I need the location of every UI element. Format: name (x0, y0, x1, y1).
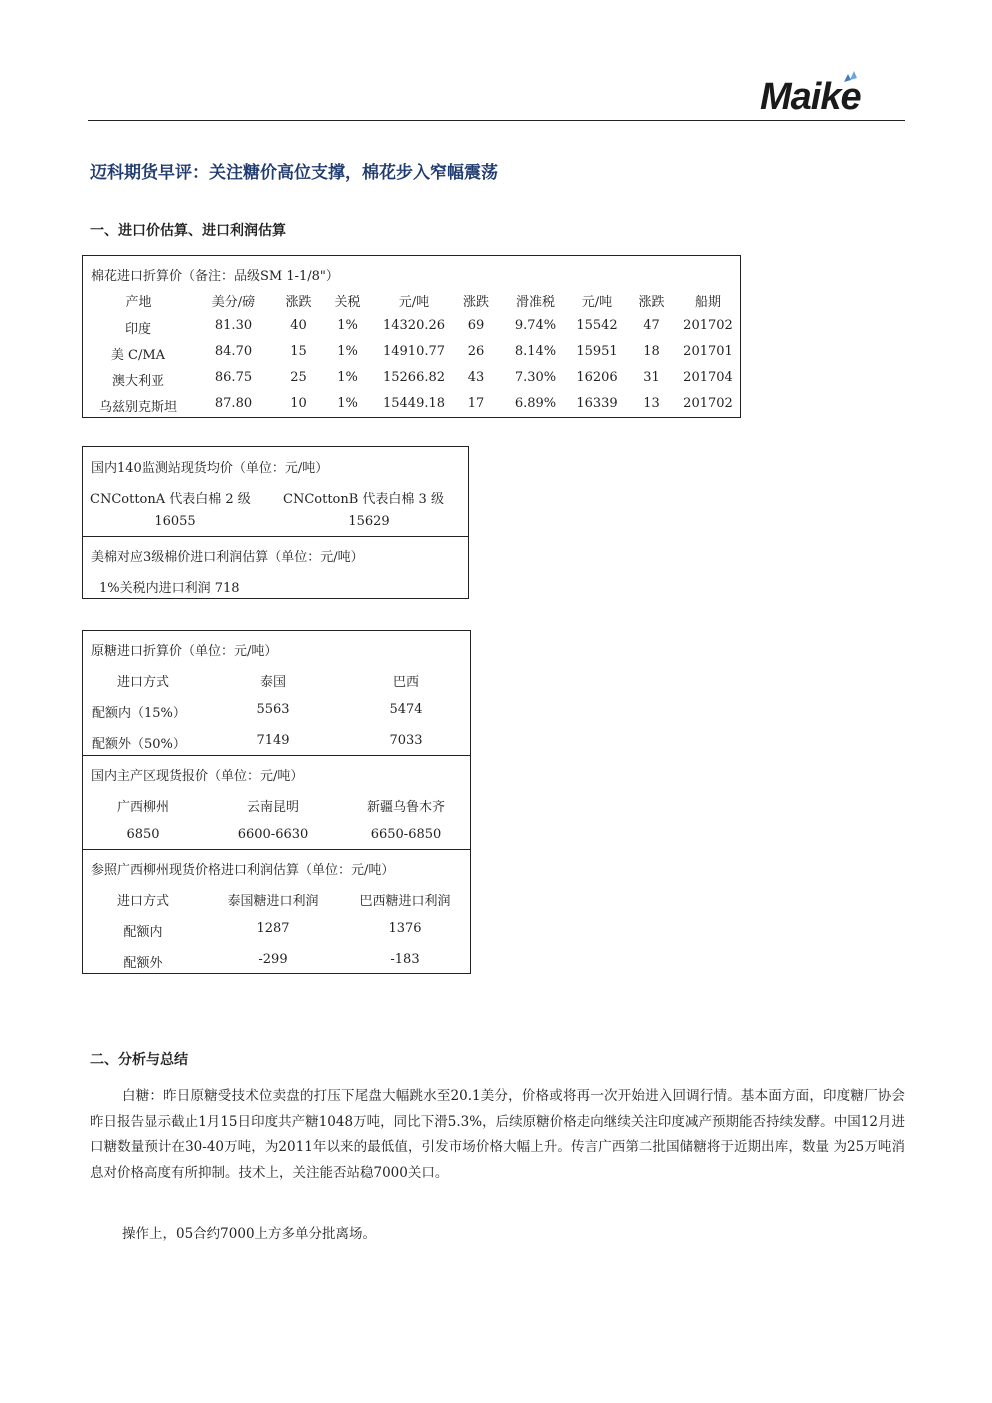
table-cell: 15951 (576, 344, 618, 359)
table-header: 船期 (694, 295, 721, 310)
table-cell: 81.30 (214, 318, 253, 333)
table-cell: 8.14% (514, 344, 557, 359)
table-cell: 1% (337, 370, 358, 385)
table-cell: 5474 (389, 702, 423, 717)
table-cell: 1% (337, 318, 358, 333)
table-divider (83, 536, 468, 537)
table-cell: 16339 (576, 396, 618, 411)
table-header: 美分/磅 (211, 295, 256, 310)
table-cell: 6850 (126, 827, 160, 842)
table-cell: 201701 (683, 344, 733, 359)
page-title: 迈科期货早评：关注糖价高位支撑，棉花步入窄幅震荡 (90, 163, 498, 183)
table-header: 巴西糖进口利润 (359, 894, 451, 909)
table-header: 巴西 (392, 675, 419, 690)
logo-text: Maike (760, 76, 861, 118)
cncotton-b-label: CNCottonB 代表白棉 3 级 (283, 492, 444, 507)
table-header: 产地 (125, 295, 152, 310)
table-divider (83, 849, 470, 850)
table-cell: 13 (643, 396, 660, 411)
table-cell: -183 (390, 952, 420, 967)
table-header: 进口方式 (116, 894, 169, 909)
table-header: 进口方式 (116, 675, 169, 690)
table-cell: 69 (467, 318, 485, 333)
table-cell: 1% (337, 396, 358, 411)
table-cell: -299 (258, 952, 288, 967)
table-header: 滑准税 (515, 295, 555, 310)
table-cell: 乌兹别克斯坦 (98, 400, 177, 415)
table-header: 云南昆明 (246, 800, 299, 815)
cncotton-a-label: CNCottonA 代表白棉 2 级 (90, 492, 251, 507)
table-cell: 14320.26 (382, 318, 446, 333)
header-rule (88, 120, 905, 121)
table-header: 元/吨 (581, 295, 613, 310)
table-cell: 15 (290, 344, 307, 359)
table-cell: 15266.82 (382, 370, 446, 385)
table-cell: 配额内（15%） (92, 706, 186, 721)
table-cell: 47 (643, 318, 660, 333)
cncotton-a-value: 16055 (154, 514, 196, 529)
table-cell: 6.89% (514, 396, 557, 411)
analysis-paragraph: 白糖：昨日原糖受技术位卖盘的打压下尾盘大幅跳水至20.1美分，价格或将再一次开始进入回调行情。基本面方面，印度糖厂协会昨日报告显示截止1月15日印度共产糖1048万吨，同比下滑5.3%，后续原糖价格走向继续关注印度减产预期能否持续发酵。中国12月进口糖数量预计在30-40万吨，为2011年以来的最低值，引发市场价格大幅上升。传言广西第二批国储糖将于近期出库，数量 为25万吨消息对价格高度有所抑制。技术上，关注能否站稳7000关口。 (90, 1088, 905, 1181)
table-cell: 印度 (124, 322, 151, 337)
table-header: 泰国糖进口利润 (227, 894, 319, 909)
table-cell: 7033 (389, 733, 423, 748)
cotton-profit-text: 1%关税内进口利润 718 (99, 581, 240, 596)
table-cell: 43 (467, 370, 485, 385)
cotton-import-table (82, 255, 741, 418)
maike-logo (760, 70, 900, 120)
domestic-cotton-caption: 国内140监测站现货均价（单位：元/吨） (91, 461, 329, 476)
table-cell: 16206 (576, 370, 618, 385)
table-cell: 84.70 (214, 344, 253, 359)
sugar-import-table (82, 630, 471, 974)
table-header: 泰国 (259, 675, 286, 690)
table-cell: 澳大利亚 (111, 374, 164, 389)
table-cell: 18 (643, 344, 660, 359)
table-header: 涨跌 (285, 295, 312, 310)
table-header: 广西柳州 (116, 800, 169, 815)
table-cell: 6650-6850 (370, 827, 442, 842)
section1-heading: 一、进口价估算、进口利润估算 (90, 223, 286, 239)
sugar-import-caption: 原糖进口折算价（单位：元/吨） (91, 644, 278, 659)
table-cell: 40 (290, 318, 307, 333)
table-cell: 配额内 (123, 925, 163, 940)
table-header: 关税 (334, 295, 361, 310)
domestic-cotton-table (82, 446, 469, 599)
table-cell: 配额外 (123, 956, 163, 971)
table-cell: 31 (643, 370, 660, 385)
table-header: 涨跌 (638, 295, 665, 310)
sugar-spot-caption: 国内主产区现货报价（单位：元/吨） (91, 769, 304, 784)
table-cell: 6600-6630 (237, 827, 309, 842)
table-cell: 10 (290, 396, 307, 411)
cotton-profit-caption: 美棉对应3级棉价进口利润估算（单位：元/吨） (91, 550, 364, 565)
table-cell: 26 (467, 344, 485, 359)
table-cell: 86.75 (214, 370, 253, 385)
section2-heading: 二、分析与总结 (90, 1052, 188, 1068)
table-cell: 15449.18 (382, 396, 446, 411)
table-header: 元/吨 (398, 295, 430, 310)
table-cell: 25 (290, 370, 307, 385)
table-cell: 1376 (388, 921, 422, 936)
table-cell: 配额外（50%） (92, 737, 186, 752)
table-cell: 7.30% (514, 370, 557, 385)
table-header: 涨跌 (462, 295, 489, 310)
table-cell: 15542 (576, 318, 618, 333)
cncotton-b-value: 15629 (348, 514, 390, 529)
table-cell: 201702 (683, 396, 733, 411)
table-cell: 5563 (256, 702, 290, 717)
table-cell: 17 (467, 396, 485, 411)
table-cell: 9.74% (514, 318, 557, 333)
table-header: 新疆乌鲁木齐 (366, 800, 445, 815)
table-cell: 1% (337, 344, 358, 359)
table-cell: 7149 (256, 733, 290, 748)
table-cell: 87.80 (214, 396, 253, 411)
table-cell: 14910.77 (382, 344, 446, 359)
table-divider (83, 755, 470, 756)
table-cell: 美 C/MA (110, 348, 166, 363)
table-cell: 201704 (683, 370, 733, 385)
cotton-import-caption: 棉花进口折算价（备注：品级SM 1-1/8"） (91, 269, 339, 284)
sugar-profit-caption: 参照广西柳州现货价格进口利润估算（单位：元/吨） (91, 863, 395, 878)
table-cell: 1287 (256, 921, 290, 936)
operation-paragraph: 操作上，05合约7000上方多单分批离场。 (122, 1226, 377, 1242)
table-cell: 201702 (683, 318, 733, 333)
